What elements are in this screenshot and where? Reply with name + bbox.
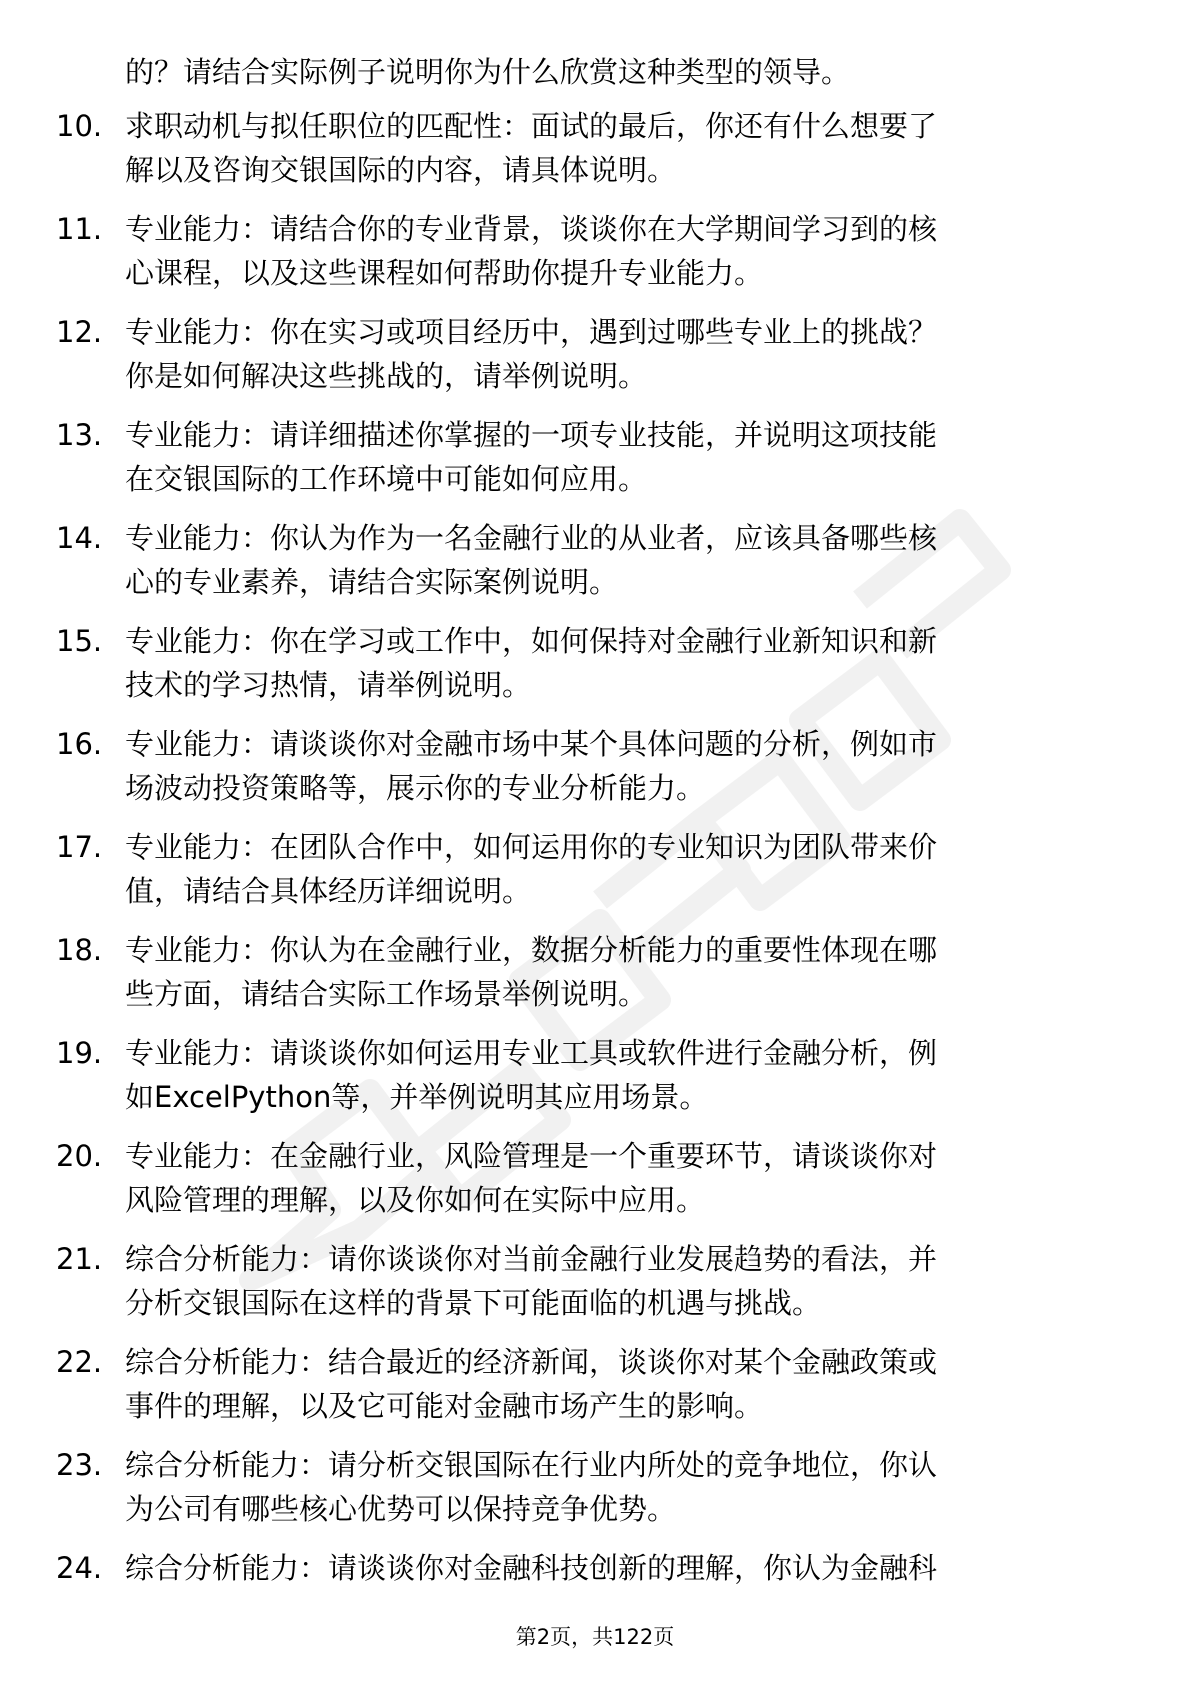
question-text [125, 928, 1115, 1016]
question-number: 24. [56, 1551, 103, 1585]
question-line: 专业能力：请谈谈你如何运用专业工具或软件进行金融分析，例 [125, 1036, 938, 1070]
question-number: 10. [56, 109, 103, 143]
question-number: 20. [56, 1139, 103, 1173]
question-item-20 [0, 1134, 1190, 1222]
question-line: 技术的学习热情，请举例说明。 [125, 668, 532, 702]
question-text [125, 825, 1115, 913]
question-text [125, 1237, 1115, 1325]
question-line: 专业能力：你在实习或项目经历中，遇到过哪些专业上的挑战？ [125, 315, 938, 349]
question-item-11 [0, 207, 1190, 295]
question-item-14 [0, 516, 1190, 604]
question-text [125, 722, 1115, 810]
question-line: 专业能力：请详细描述你掌握的一项专业技能，并说明这项技能 [125, 418, 938, 452]
question-line: 专业能力：在金融行业，风险管理是一个重要环节，请谈谈你对 [125, 1139, 938, 1173]
question-item-19 [0, 1031, 1190, 1119]
question-line: 专业能力：在团队合作中，如何运用你的专业知识为团队带来价 [125, 830, 938, 864]
question-line: 为公司有哪些核心优势可以保持竞争优势。 [125, 1492, 677, 1526]
question-line: 专业能力：你认为在金融行业，数据分析能力的重要性体现在哪 [125, 933, 938, 967]
question-text [125, 413, 1115, 501]
question-item-23 [0, 1443, 1190, 1531]
page-number-footer: 第2页，共122页 [515, 1625, 675, 1649]
question-item-10 [0, 104, 1190, 192]
question-text [125, 310, 1115, 398]
question-text [125, 1031, 1115, 1119]
question-item-15 [0, 619, 1190, 707]
question-line: 些方面，请结合实际工作场景举例说明。 [125, 977, 648, 1011]
question-line: 综合分析能力：请谈谈你对金融科技创新的理解，你认为金融科 [125, 1551, 938, 1585]
question-line: 在交银国际的工作环境中可能如何应用。 [125, 462, 648, 496]
question-text [125, 207, 1115, 295]
question-line: 如ExcelPython等，并举例说明其应用场景。 [125, 1080, 709, 1114]
question-item-21 [0, 1237, 1190, 1325]
question-item-18 [0, 928, 1190, 1016]
question-line: 心的专业素养，请结合实际案例说明。 [125, 565, 619, 599]
question-item-13 [0, 413, 1190, 501]
question-line: 解以及咨询交银国际的内容，请具体说明。 [125, 153, 677, 187]
question-line: 综合分析能力：请分析交银国际在行业内所处的竞争地位，你认 [125, 1448, 938, 1482]
question-line: 值，请结合具体经历详细说明。 [125, 874, 532, 908]
question-line: 求职动机与拟任职位的匹配性：面试的最后，你还有什么想要了 [125, 109, 938, 143]
question-item-12 [0, 310, 1190, 398]
question-line: 专业能力：你认为作为一名金融行业的从业者，应该具备哪些核 [125, 521, 938, 555]
question-item-22 [0, 1340, 1190, 1428]
question-number: 12. [56, 315, 103, 349]
question-number: 15. [56, 624, 103, 658]
question-line: 专业能力：请谈谈你对金融市场中某个具体问题的分析，例如市 [125, 727, 938, 761]
question-line: 你是如何解决这些挑战的，请举例说明。 [125, 359, 648, 393]
question-number: 18. [56, 933, 103, 967]
question-number: 11. [56, 212, 103, 246]
question-line: 分析交银国际在这样的背景下可能面临的机遇与挑战。 [125, 1286, 822, 1320]
question-text [125, 1546, 1115, 1590]
question-number: 19. [56, 1036, 103, 1070]
question-number: 16. [56, 727, 103, 761]
question-number: 17. [56, 830, 103, 864]
question-line: 专业能力：你在学习或工作中，如何保持对金融行业新知识和新 [125, 624, 938, 658]
question-text [125, 104, 1115, 192]
question-number: 23. [56, 1448, 103, 1482]
question-item-17 [0, 825, 1190, 913]
continued-question-text: 的？请结合实际例子说明你为什么欣赏这种类型的领导。 [125, 55, 851, 89]
question-line: 事件的理解，以及它可能对金融市场产生的影响。 [125, 1389, 764, 1423]
question-list [0, 104, 1190, 1649]
question-text [125, 1134, 1115, 1222]
question-line: 风险管理的理解，以及你如何在实际中应用。 [125, 1183, 706, 1217]
question-line: 场波动投资策略等，展示你的专业分析能力。 [125, 771, 706, 805]
question-item-24 [0, 1546, 1190, 1634]
question-line: 心课程，以及这些课程如何帮助你提升专业能力。 [125, 256, 764, 290]
question-number: 21. [56, 1242, 103, 1276]
question-line: 综合分析能力：结合最近的经济新闻，谈谈你对某个金融政策或 [125, 1345, 938, 1379]
question-text [125, 1443, 1115, 1531]
question-text [125, 1340, 1115, 1428]
question-number: 22. [56, 1345, 103, 1379]
question-item-16 [0, 722, 1190, 810]
question-text [125, 619, 1115, 707]
question-line: 专业能力：请结合你的专业背景，谈谈你在大学期间学习到的核 [125, 212, 938, 246]
question-number: 14. [56, 521, 103, 555]
question-text [125, 516, 1115, 604]
question-line: 综合分析能力：请你谈谈你对当前金融行业发展趋势的看法，并 [125, 1242, 938, 1276]
question-number: 13. [56, 418, 103, 452]
